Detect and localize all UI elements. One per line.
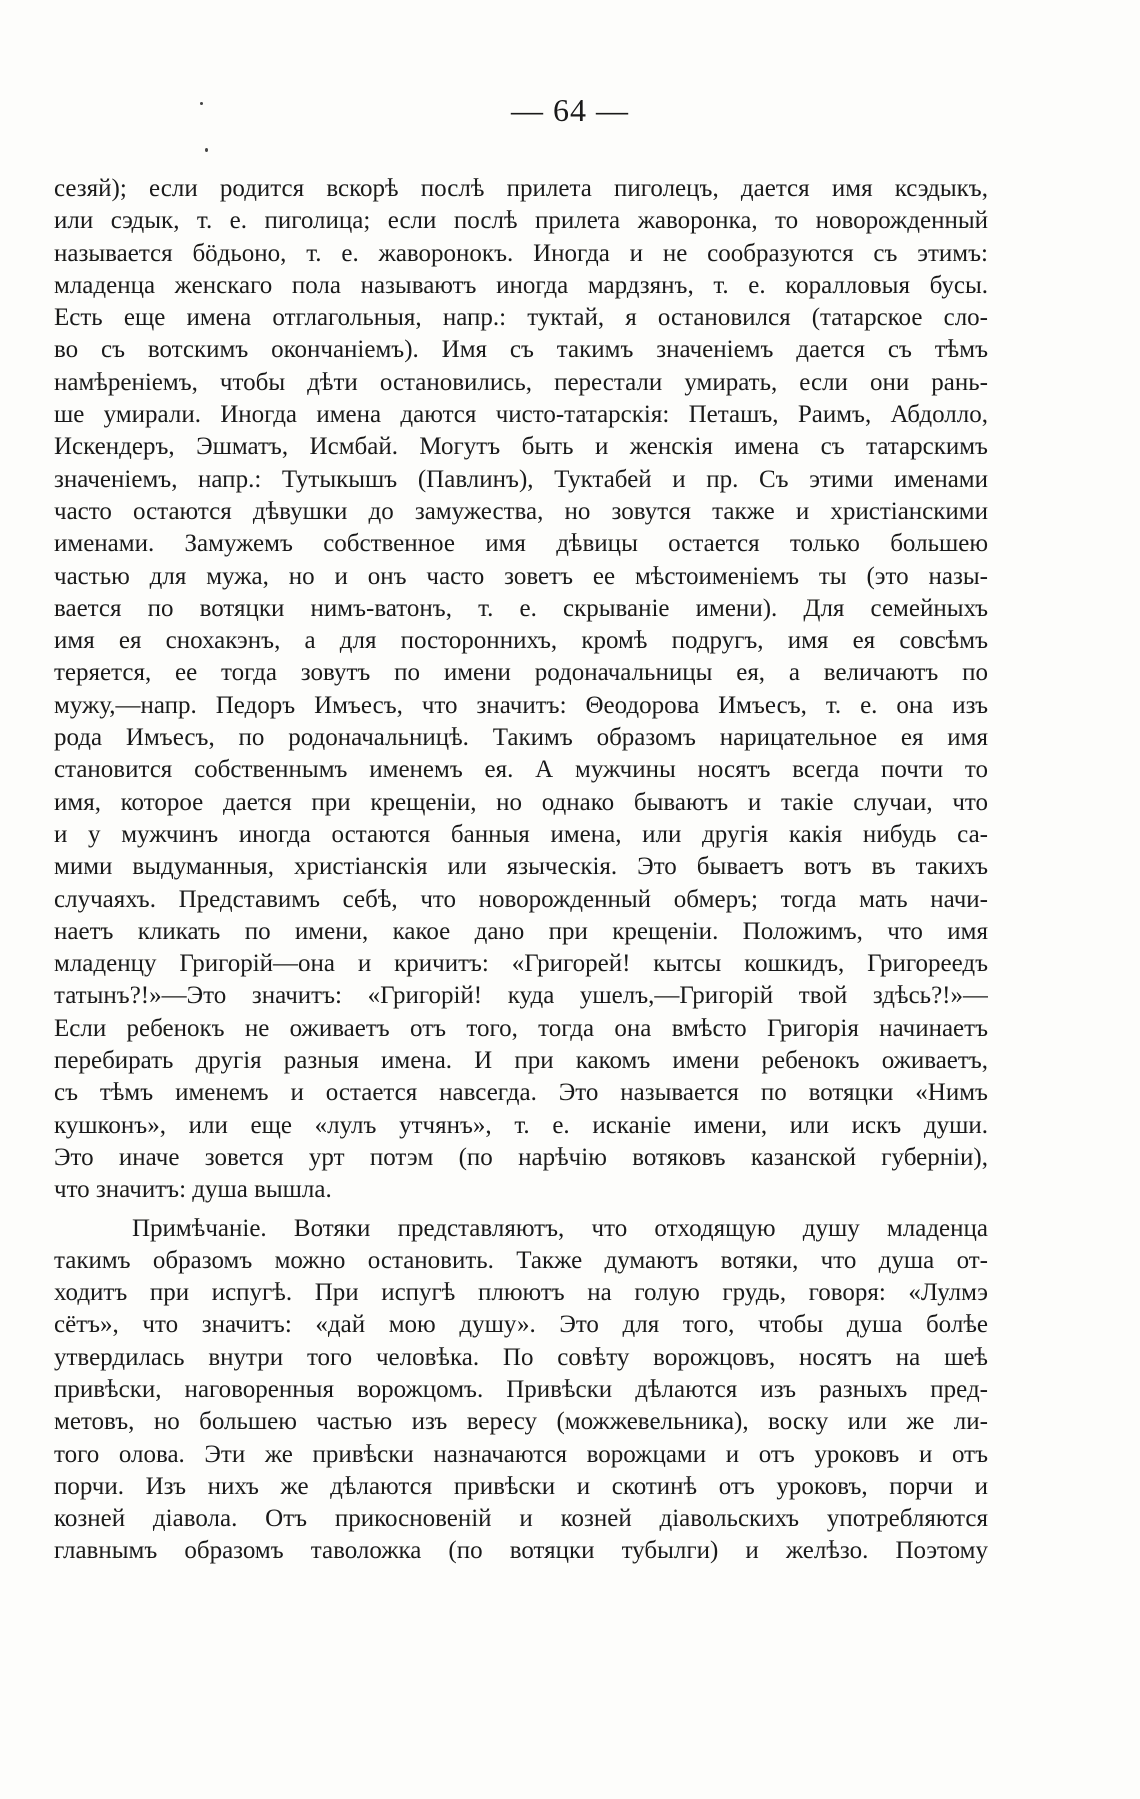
text-line: младенцу Григорій—она и кричитъ: «Григорей! кытсы кошкидъ, Григореедъ [54, 950, 988, 978]
text-line: сезяй); если родится вскорѣ послѣ прилета пиголецъ, дается имя ксэдыкъ, [54, 175, 988, 202]
text-line: младенца женскаго пола называютъ иногда мардзянъ, т. е. коралловыя бусы. [54, 271, 988, 299]
text-line: привѣски, наговоренныя ворожцомъ. Привѣски дѣлаются изъ разныхъ пред- [54, 1375, 988, 1403]
text-line: имя ея снохакэнъ, а для постороннихъ, кромѣ подругъ, имя ея совсѣмъ [54, 627, 988, 655]
text-line: частью для мужа, но и онъ часто зоветъ ее мѣстоименіемъ ты (это назы- [54, 562, 988, 590]
text-line: метовъ, но большею частью изъ вересу (можжевельника), воску или же ли- [54, 1408, 988, 1436]
text-line: ше умирали. Иногда имена даются чисто-татарскія: Петашъ, Раимъ, Абдолло, [54, 401, 988, 429]
note-paragraph [54, 1213, 988, 1568]
text-line: наетъ кликать по имени, какое дано при крещеніи. Положимъ, что имя [54, 917, 988, 945]
text-line: Это иначе зовется урт потэм (по нарѣчію вотяковъ казанской губерніи), [54, 1143, 988, 1171]
text-line: называется бöдьоно, т. е. жаворонокъ. Иногда и не сообразуются съ этимъ: [54, 239, 988, 267]
text-line: утвердилась внутри того человѣка. По совѣту ворожцовъ, носятъ на шеѣ [54, 1343, 988, 1371]
text-line: и у мужчинъ иногда остаются банныя имена, или другія какія нибудь са- [54, 820, 988, 848]
text-line: Есть еще имена отглагольныя, напр.: туктай, я остановился (татарское сло- [54, 304, 988, 332]
text-line: вается по вотяцки нимъ-ватонъ, т. е. скрываніе имени). Для семейныхъ [54, 594, 988, 622]
text-line: случаяхъ. Представимъ себѣ, что новорожденный обмеръ; тогда мать начи- [54, 885, 988, 913]
text-line: съ тѣмъ именемъ и остается навсегда. Это называется по вотяцки «Нимъ [54, 1079, 988, 1107]
print-speck [205, 148, 208, 152]
text-line: или сэдык, т. е. пиголица; если послѣ прилета жаворонка, то новорожденный [54, 207, 988, 235]
text-line: того олова. Эти же привѣски назначаются ворожцами и отъ уроковъ и отъ [54, 1440, 988, 1468]
text-line: ходитъ при испугѣ. При испугѣ плюютъ на голую грудь, говоря: «Лулмэ [54, 1279, 988, 1307]
text-line: что значитъ: душа вышла. [54, 1176, 332, 1204]
text-line: мужу,—напр. Педоръ Имъесъ, что значитъ: Θеодорова Имъесъ, т. е. она изъ [54, 691, 988, 719]
text-line: во съ вотскимъ окончаніемъ). Имя съ такимъ значеніемъ дается съ тѣмъ [54, 336, 988, 364]
text-line: рода Имъесъ, по родоначальницѣ. Такимъ образомъ нарицательное ея имя [54, 724, 988, 752]
text-line: кушконъ», или еще «лулъ утчянъ», т. е. исканіе имени, или искъ души. [54, 1111, 988, 1139]
text-line: главнымъ образомъ таволожка (по вотяцки тубылги) и желѣзо. Поэтому [54, 1537, 988, 1565]
text-line: порчи. Изъ нихъ же дѣлаются привѣски и скотинѣ отъ уроковъ, порчи и [54, 1472, 988, 1500]
text-line: перебирать другія разныя имена. И при какомъ имени ребенокъ оживаетъ, [54, 1047, 988, 1075]
text-line: становится собственнымъ именемъ ея. А мужчины носятъ всегда почти то [54, 756, 988, 784]
text-line: такимъ образомъ можно остановить. Также думаютъ вотяки, что душа от- [54, 1246, 988, 1274]
text-line: имя, которое дается при крещеніи, но однако бываютъ и такіе случаи, что [54, 788, 988, 816]
page-number: — 64 — [511, 92, 629, 128]
body-text [54, 173, 988, 1568]
text-line: мими выдуманныя, христіанскія или языческія. Это бываетъ вотъ въ такихъ [54, 853, 988, 881]
text-line: сётъ», что значитъ: «дай мою душу». Это для того, чтобы душа болѣе [54, 1311, 988, 1339]
paragraph [54, 173, 988, 1207]
text-line: именами. Замужемъ собственное имя дѣвицы остается только большею [54, 530, 988, 558]
text-line: Если ребенокъ не оживаетъ отъ того, тогда она вмѣсто Григорія начинаетъ [54, 1014, 988, 1042]
text-line: козней діавола. Отъ прикосновеній и козней діавольскихъ употребляются [54, 1505, 988, 1533]
text-line: намѣреніемъ, чтобы дѣти остановились, перестали умирать, если они рань- [54, 368, 988, 396]
text-line: часто остаются дѣвушки до замужества, но зовутся также и христіанскими [54, 497, 988, 525]
text-line: татынъ?!»—Это значитъ: «Григорій! куда ушелъ,—Григорій твой здѣсь?!»— [54, 982, 988, 1010]
text-line: Искендеръ, Эшматъ, Исмбай. Могутъ быть и женскія имена съ татарскимъ [54, 433, 988, 461]
text-line: значеніемъ, напр.: Тутыкышъ (Павлинъ), Туктабей и пр. Съ этими именами [54, 465, 988, 493]
text-line: теряется, ее тогда зовутъ по имени родоначальницы ея, а величаютъ по [54, 659, 988, 687]
text-line: Примѣчаніе. Вотяки представляютъ, что отходящую душу младенца [132, 1214, 988, 1242]
